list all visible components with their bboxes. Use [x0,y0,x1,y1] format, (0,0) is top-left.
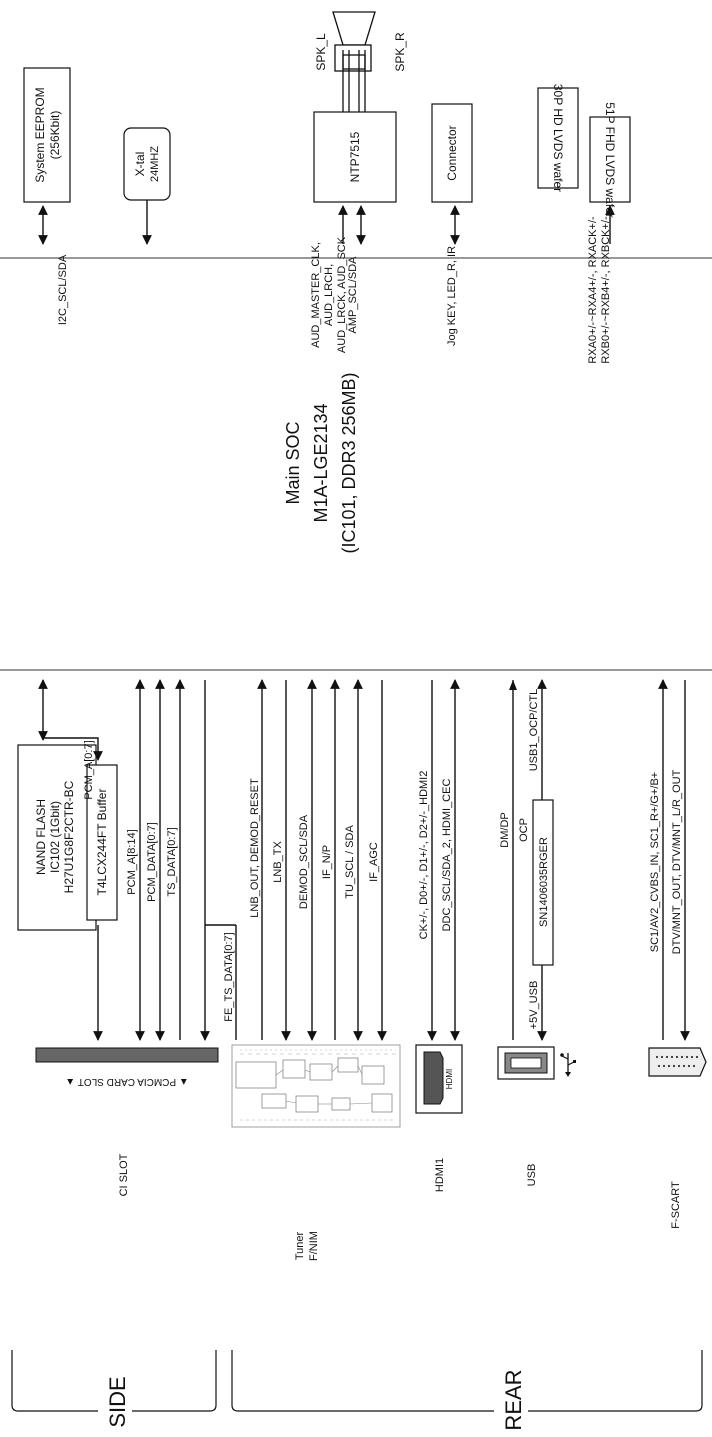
if-agc-label: IF_AGC [368,842,380,882]
lnb-tx-label: LNB_TX [272,841,284,883]
usb-symbol-icon [560,1053,576,1077]
svg-text:X-tal: X-tal [133,151,147,177]
hdmi1-label: HDMI1 [434,1157,446,1193]
svg-text:SN1406035RGER: SN1406035RGER [538,837,550,927]
jog-signal-label: Jog KEY, LED_R, IR [446,245,458,347]
svg-text:HDMI: HDMI [445,1068,454,1090]
lvds-51p-block [590,102,630,218]
spk-l-label: SPK_L [314,33,328,71]
svg-text:F/NIM: F/NIM [308,1231,320,1261]
svg-text:AUD_MASTER_CLK,: AUD_MASTER_CLK, [310,242,322,348]
hdmi-data-label: CK+/-, D0+/-, D1+/-, D2+/-_HDMI2 [418,770,430,940]
svg-text:AUD_LRCK, AUD_SCK: AUD_LRCK, AUD_SCK [336,236,348,354]
svg-text:24MHZ: 24MHZ [149,145,161,183]
scart-port-icon [649,1048,706,1076]
ntp7515-amp-block [314,112,396,202]
svg-text:51P FHD LVDS wafer: 51P FHD LVDS wafer [603,102,617,218]
lvds-signal-label [587,216,612,364]
scart-out-label: DTV/MNT_OUT, DTV/MNT_L/R_OUT [671,769,683,955]
amp-i2c-label: AMP_SCL/SDA [347,256,359,334]
dmdp-label: DM/DP [499,812,511,848]
svg-text:▲ PCMCIA CARD SLOT ▲: ▲ PCMCIA CARD SLOT ▲ [65,1076,189,1087]
usb-label: USB [526,1163,538,1187]
system-eeprom-block [24,68,70,202]
ts-data-label: TS_DATA[0:7] [166,827,178,897]
pcm-a-0-7-label: PCM_A[0:7] [83,740,95,800]
fe-ts-data-label: FE_TS_DATA[0:7] [223,932,235,1022]
xtal-block [124,128,170,200]
svg-text:Connector: Connector [445,125,459,181]
dmdp-arrowhead [509,680,517,690]
svg-text:AUD_LRCH,: AUD_LRCH, [323,263,335,327]
usb-port-icon [498,1047,554,1079]
usb-5v-label: +5V_USB [528,980,540,1030]
spk-r-label: SPK_R [393,32,407,72]
svg-text:IC102 (1Gbit): IC102 (1Gbit) [48,800,62,874]
svg-text:T4LCX244FT Buffer: T4LCX244FT Buffer [95,788,109,896]
main-soc-label [283,372,359,553]
tuner-label [294,1231,320,1261]
ocp-block [533,800,553,965]
connector-block [432,104,472,202]
if-np-label: IF_N/P [321,844,333,880]
svg-text:30P HD LVDS wafer: 30P HD LVDS wafer [551,83,565,193]
lvds-30p-block [538,84,578,192]
svg-text:M1A-LGE2134: M1A-LGE2134 [311,403,331,523]
hdmi-port-icon [416,1045,462,1113]
rear-bracket [232,1350,702,1411]
hdmi-ddc-label: DDC_SCL/SDA_2, HDMI_CEC [441,778,453,932]
scart-in-label: SC1/AV2_CVBS_IN, SC1_R+/G+/B+ [649,771,661,953]
speaker-icon [333,12,375,112]
ocp-label: OCP [518,818,530,842]
tu-scl-label: TU_SCL / SDA [344,825,356,899]
pcmcia-slot-icon [36,1048,218,1087]
aud-signal-label [310,236,348,353]
rear-label: REAR [501,1369,526,1431]
svg-text:NTP7515: NTP7515 [348,131,362,183]
svg-text:(256Kbit): (256Kbit) [48,110,62,160]
lnb-out-label: LNB_OUT, DEMOD_RESET [249,778,261,918]
svg-text:H27U1G8F2CTR-BC: H27U1G8F2CTR-BC [62,780,76,894]
pcm-a-8-14-label: PCM_A[8:14] [126,829,138,895]
svg-text:NAND FLASH: NAND FLASH [34,798,48,876]
svg-text:System EEPROM: System EEPROM [33,87,47,183]
side-label: SIDE [105,1376,130,1428]
svg-text:Tuner: Tuner [294,1231,306,1261]
svg-text:RXB0+/-~RXB4+/-, RXBCK+/-: RXB0+/-~RXB4+/-, RXBCK+/- [600,216,612,364]
ci-slot-label: CI SLOT [118,1153,130,1197]
demod-label: DEMOD_SCL/SDA [298,814,310,910]
tuner-module-icon [232,1045,400,1127]
fscart-label: F-SCART [670,1181,682,1229]
i2c-signal-label: I2C_SCL/SDA [57,254,69,326]
svg-text:(IC101, DDR3 256MB): (IC101, DDR3 256MB) [339,372,359,554]
svg-text:RXA0+/-~RXA4+/-, RXACK+/-: RXA0+/-~RXA4+/-, RXACK+/- [587,216,599,364]
svg-text:Main SOC: Main SOC [283,421,303,505]
usb-ocp-label: USB1_OCP/CTL [528,688,540,772]
pcm-data-label: PCM_DATA[0:7] [146,822,158,902]
